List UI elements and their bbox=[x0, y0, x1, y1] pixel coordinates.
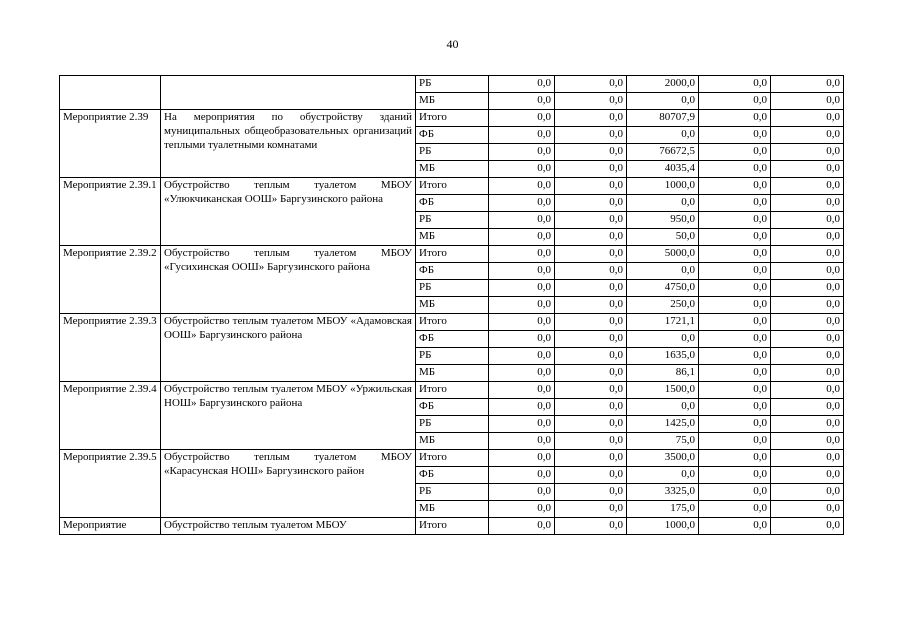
amount-cell: 0,0 bbox=[771, 246, 844, 263]
table-row bbox=[60, 110, 844, 127]
description-cell: Обустройство теплым туалетом МБОУ «Карасунская НОШ» Баргузинского район bbox=[161, 450, 416, 518]
amount-cell: 3500,0 bbox=[627, 450, 699, 467]
amount-cell: 0,0 bbox=[489, 348, 555, 365]
amount-cell: 0,0 bbox=[771, 76, 844, 93]
amount-cell: 0,0 bbox=[699, 127, 771, 144]
amount-cell: 0,0 bbox=[489, 518, 555, 535]
funding-source-cell: РБ bbox=[416, 212, 489, 229]
amount-cell: 0,0 bbox=[555, 348, 627, 365]
event-cell: Мероприятие 2.39.4 bbox=[60, 382, 161, 450]
amount-cell: 0,0 bbox=[489, 450, 555, 467]
amount-cell: 0,0 bbox=[489, 467, 555, 484]
amount-cell: 0,0 bbox=[555, 450, 627, 467]
amount-cell: 0,0 bbox=[555, 246, 627, 263]
funding-source-cell: МБ bbox=[416, 161, 489, 178]
amount-cell: 0,0 bbox=[699, 246, 771, 263]
amount-cell: 0,0 bbox=[771, 467, 844, 484]
amount-cell: 0,0 bbox=[771, 212, 844, 229]
amount-cell: 0,0 bbox=[555, 399, 627, 416]
amount-cell: 0,0 bbox=[771, 484, 844, 501]
amount-cell: 0,0 bbox=[771, 280, 844, 297]
amount-cell: 0,0 bbox=[699, 178, 771, 195]
description-cell: Обустройство теплым туалетом МБОУ «Гусихинская ООШ» Баргузинского района bbox=[161, 246, 416, 314]
amount-cell: 0,0 bbox=[699, 195, 771, 212]
amount-cell: 5000,0 bbox=[627, 246, 699, 263]
amount-cell: 0,0 bbox=[771, 416, 844, 433]
funding-source-cell: Итого bbox=[416, 110, 489, 127]
event-cell bbox=[60, 76, 161, 110]
amount-cell: 0,0 bbox=[771, 450, 844, 467]
amount-cell: 0,0 bbox=[489, 110, 555, 127]
amount-cell: 0,0 bbox=[555, 110, 627, 127]
amount-cell: 0,0 bbox=[771, 331, 844, 348]
amount-cell: 0,0 bbox=[699, 518, 771, 535]
amount-cell: 4035,4 bbox=[627, 161, 699, 178]
amount-cell: 0,0 bbox=[555, 76, 627, 93]
amount-cell: 0,0 bbox=[699, 416, 771, 433]
funding-source-cell: РБ bbox=[416, 348, 489, 365]
amount-cell: 0,0 bbox=[555, 467, 627, 484]
amount-cell: 76672,5 bbox=[627, 144, 699, 161]
amount-cell: 0,0 bbox=[699, 110, 771, 127]
funding-source-cell: ФБ bbox=[416, 263, 489, 280]
table-row bbox=[60, 450, 844, 467]
funding-source-cell: Итого bbox=[416, 518, 489, 535]
amount-cell: 0,0 bbox=[627, 263, 699, 280]
amount-cell: 0,0 bbox=[489, 280, 555, 297]
amount-cell: 75,0 bbox=[627, 433, 699, 450]
amount-cell: 0,0 bbox=[699, 467, 771, 484]
funding-source-cell: РБ bbox=[416, 280, 489, 297]
amount-cell: 0,0 bbox=[489, 297, 555, 314]
amount-cell: 80707,9 bbox=[627, 110, 699, 127]
amount-cell: 0,0 bbox=[489, 212, 555, 229]
funding-source-cell: РБ bbox=[416, 144, 489, 161]
amount-cell: 0,0 bbox=[699, 229, 771, 246]
table-row bbox=[60, 314, 844, 331]
amount-cell: 0,0 bbox=[771, 161, 844, 178]
event-cell: Мероприятие 2.39.5 bbox=[60, 450, 161, 518]
amount-cell: 0,0 bbox=[489, 314, 555, 331]
amount-cell: 0,0 bbox=[555, 365, 627, 382]
description-cell: Обустройство теплым туалетом МБОУ «Адамовская ООШ» Баргузинского района bbox=[161, 314, 416, 382]
amount-cell: 1721,1 bbox=[627, 314, 699, 331]
funding-source-cell: МБ bbox=[416, 501, 489, 518]
amount-cell: 0,0 bbox=[771, 110, 844, 127]
amount-cell: 0,0 bbox=[771, 382, 844, 399]
amount-cell: 0,0 bbox=[699, 144, 771, 161]
funding-source-cell: ФБ bbox=[416, 127, 489, 144]
amount-cell: 0,0 bbox=[699, 382, 771, 399]
amount-cell: 0,0 bbox=[555, 178, 627, 195]
funding-source-cell: ФБ bbox=[416, 399, 489, 416]
amount-cell: 0,0 bbox=[489, 484, 555, 501]
description-cell: На мероприятия по обустройству зданий муниципальных общеобразовательных организаций теплыми туалетными комнатами bbox=[161, 110, 416, 178]
amount-cell: 0,0 bbox=[699, 161, 771, 178]
amount-cell: 0,0 bbox=[771, 365, 844, 382]
funding-source-cell: МБ bbox=[416, 433, 489, 450]
description-cell: Обустройство теплым туалетом МБОУ «Уржильская НОШ» Баргузинского района bbox=[161, 382, 416, 450]
amount-cell: 1000,0 bbox=[627, 178, 699, 195]
funding-source-cell: МБ bbox=[416, 229, 489, 246]
amount-cell: 86,1 bbox=[627, 365, 699, 382]
amount-cell: 0,0 bbox=[699, 314, 771, 331]
amount-cell: 0,0 bbox=[489, 76, 555, 93]
amount-cell: 0,0 bbox=[771, 229, 844, 246]
amount-cell: 0,0 bbox=[699, 331, 771, 348]
funding-source-cell: ФБ bbox=[416, 195, 489, 212]
amount-cell: 0,0 bbox=[489, 195, 555, 212]
funding-source-cell: МБ bbox=[416, 93, 489, 110]
amount-cell: 0,0 bbox=[555, 229, 627, 246]
amount-cell: 0,0 bbox=[555, 195, 627, 212]
amount-cell: 0,0 bbox=[699, 501, 771, 518]
amount-cell: 2000,0 bbox=[627, 76, 699, 93]
amount-cell: 0,0 bbox=[699, 348, 771, 365]
amount-cell: 0,0 bbox=[489, 127, 555, 144]
amount-cell: 0,0 bbox=[489, 501, 555, 518]
amount-cell: 0,0 bbox=[555, 433, 627, 450]
amount-cell: 0,0 bbox=[489, 263, 555, 280]
amount-cell: 0,0 bbox=[555, 518, 627, 535]
event-cell: Мероприятие 2.39 bbox=[60, 110, 161, 178]
amount-cell: 0,0 bbox=[489, 382, 555, 399]
amount-cell: 1425,0 bbox=[627, 416, 699, 433]
amount-cell: 250,0 bbox=[627, 297, 699, 314]
amount-cell: 0,0 bbox=[627, 399, 699, 416]
funding-source-cell: Итого bbox=[416, 382, 489, 399]
amount-cell: 0,0 bbox=[771, 518, 844, 535]
event-cell: Мероприятие bbox=[60, 518, 161, 535]
amount-cell: 0,0 bbox=[555, 382, 627, 399]
amount-cell: 0,0 bbox=[771, 144, 844, 161]
amount-cell: 175,0 bbox=[627, 501, 699, 518]
amount-cell: 0,0 bbox=[555, 501, 627, 518]
amount-cell: 0,0 bbox=[555, 484, 627, 501]
table-row bbox=[60, 518, 844, 535]
amount-cell: 0,0 bbox=[771, 314, 844, 331]
budget-table-body bbox=[60, 76, 844, 535]
description-cell: Обустройство теплым туалетом МБОУ «Улюкчиканская ООШ» Баргузинского района bbox=[161, 178, 416, 246]
funding-source-cell: МБ bbox=[416, 365, 489, 382]
amount-cell: 0,0 bbox=[555, 127, 627, 144]
amount-cell: 0,0 bbox=[555, 212, 627, 229]
amount-cell: 0,0 bbox=[489, 229, 555, 246]
amount-cell: 0,0 bbox=[771, 127, 844, 144]
amount-cell: 950,0 bbox=[627, 212, 699, 229]
funding-source-cell: РБ bbox=[416, 76, 489, 93]
amount-cell: 0,0 bbox=[627, 467, 699, 484]
amount-cell: 0,0 bbox=[627, 331, 699, 348]
amount-cell: 1500,0 bbox=[627, 382, 699, 399]
amount-cell: 0,0 bbox=[489, 433, 555, 450]
amount-cell: 1000,0 bbox=[627, 518, 699, 535]
amount-cell: 0,0 bbox=[555, 314, 627, 331]
funding-source-cell: Итого bbox=[416, 178, 489, 195]
amount-cell: 0,0 bbox=[555, 93, 627, 110]
table-row bbox=[60, 382, 844, 399]
description-cell bbox=[161, 76, 416, 110]
amount-cell: 0,0 bbox=[555, 161, 627, 178]
funding-source-cell: ФБ bbox=[416, 331, 489, 348]
amount-cell: 0,0 bbox=[699, 399, 771, 416]
amount-cell: 0,0 bbox=[489, 416, 555, 433]
amount-cell: 0,0 bbox=[771, 178, 844, 195]
amount-cell: 0,0 bbox=[555, 416, 627, 433]
amount-cell: 0,0 bbox=[489, 365, 555, 382]
amount-cell: 0,0 bbox=[489, 399, 555, 416]
amount-cell: 0,0 bbox=[771, 433, 844, 450]
amount-cell: 0,0 bbox=[555, 144, 627, 161]
amount-cell: 0,0 bbox=[699, 450, 771, 467]
funding-source-cell: РБ bbox=[416, 484, 489, 501]
funding-source-cell: Итого bbox=[416, 314, 489, 331]
event-cell: Мероприятие 2.39.3 bbox=[60, 314, 161, 382]
amount-cell: 0,0 bbox=[489, 178, 555, 195]
table-row bbox=[60, 246, 844, 263]
amount-cell: 0,0 bbox=[699, 433, 771, 450]
amount-cell: 0,0 bbox=[627, 127, 699, 144]
amount-cell: 0,0 bbox=[771, 93, 844, 110]
amount-cell: 0,0 bbox=[699, 365, 771, 382]
amount-cell: 0,0 bbox=[699, 76, 771, 93]
amount-cell: 0,0 bbox=[489, 246, 555, 263]
funding-source-cell: МБ bbox=[416, 297, 489, 314]
amount-cell: 0,0 bbox=[555, 297, 627, 314]
amount-cell: 0,0 bbox=[489, 331, 555, 348]
amount-cell: 0,0 bbox=[771, 399, 844, 416]
amount-cell: 1635,0 bbox=[627, 348, 699, 365]
event-cell: Мероприятие 2.39.1 bbox=[60, 178, 161, 246]
amount-cell: 0,0 bbox=[627, 195, 699, 212]
amount-cell: 0,0 bbox=[699, 484, 771, 501]
funding-source-cell: Итого bbox=[416, 246, 489, 263]
amount-cell: 0,0 bbox=[771, 297, 844, 314]
amount-cell: 0,0 bbox=[489, 144, 555, 161]
budget-table bbox=[59, 75, 844, 535]
funding-source-cell: Итого bbox=[416, 450, 489, 467]
amount-cell: 4750,0 bbox=[627, 280, 699, 297]
amount-cell: 0,0 bbox=[771, 195, 844, 212]
table-row bbox=[60, 178, 844, 195]
amount-cell: 0,0 bbox=[699, 93, 771, 110]
amount-cell: 0,0 bbox=[699, 263, 771, 280]
amount-cell: 0,0 bbox=[699, 280, 771, 297]
amount-cell: 0,0 bbox=[699, 212, 771, 229]
page-number: 40 bbox=[446, 37, 459, 51]
amount-cell: 0,0 bbox=[555, 331, 627, 348]
amount-cell: 0,0 bbox=[627, 93, 699, 110]
amount-cell: 0,0 bbox=[555, 263, 627, 280]
amount-cell: 0,0 bbox=[771, 501, 844, 518]
amount-cell: 0,0 bbox=[489, 93, 555, 110]
amount-cell: 0,0 bbox=[489, 161, 555, 178]
funding-source-cell: РБ bbox=[416, 416, 489, 433]
amount-cell: 50,0 bbox=[627, 229, 699, 246]
event-cell: Мероприятие 2.39.2 bbox=[60, 246, 161, 314]
amount-cell: 3325,0 bbox=[627, 484, 699, 501]
amount-cell: 0,0 bbox=[555, 280, 627, 297]
table-row bbox=[60, 76, 844, 93]
amount-cell: 0,0 bbox=[771, 348, 844, 365]
amount-cell: 0,0 bbox=[699, 297, 771, 314]
funding-source-cell: ФБ bbox=[416, 467, 489, 484]
description-cell: Обустройство теплым туалетом МБОУ bbox=[161, 518, 416, 535]
amount-cell: 0,0 bbox=[771, 263, 844, 280]
